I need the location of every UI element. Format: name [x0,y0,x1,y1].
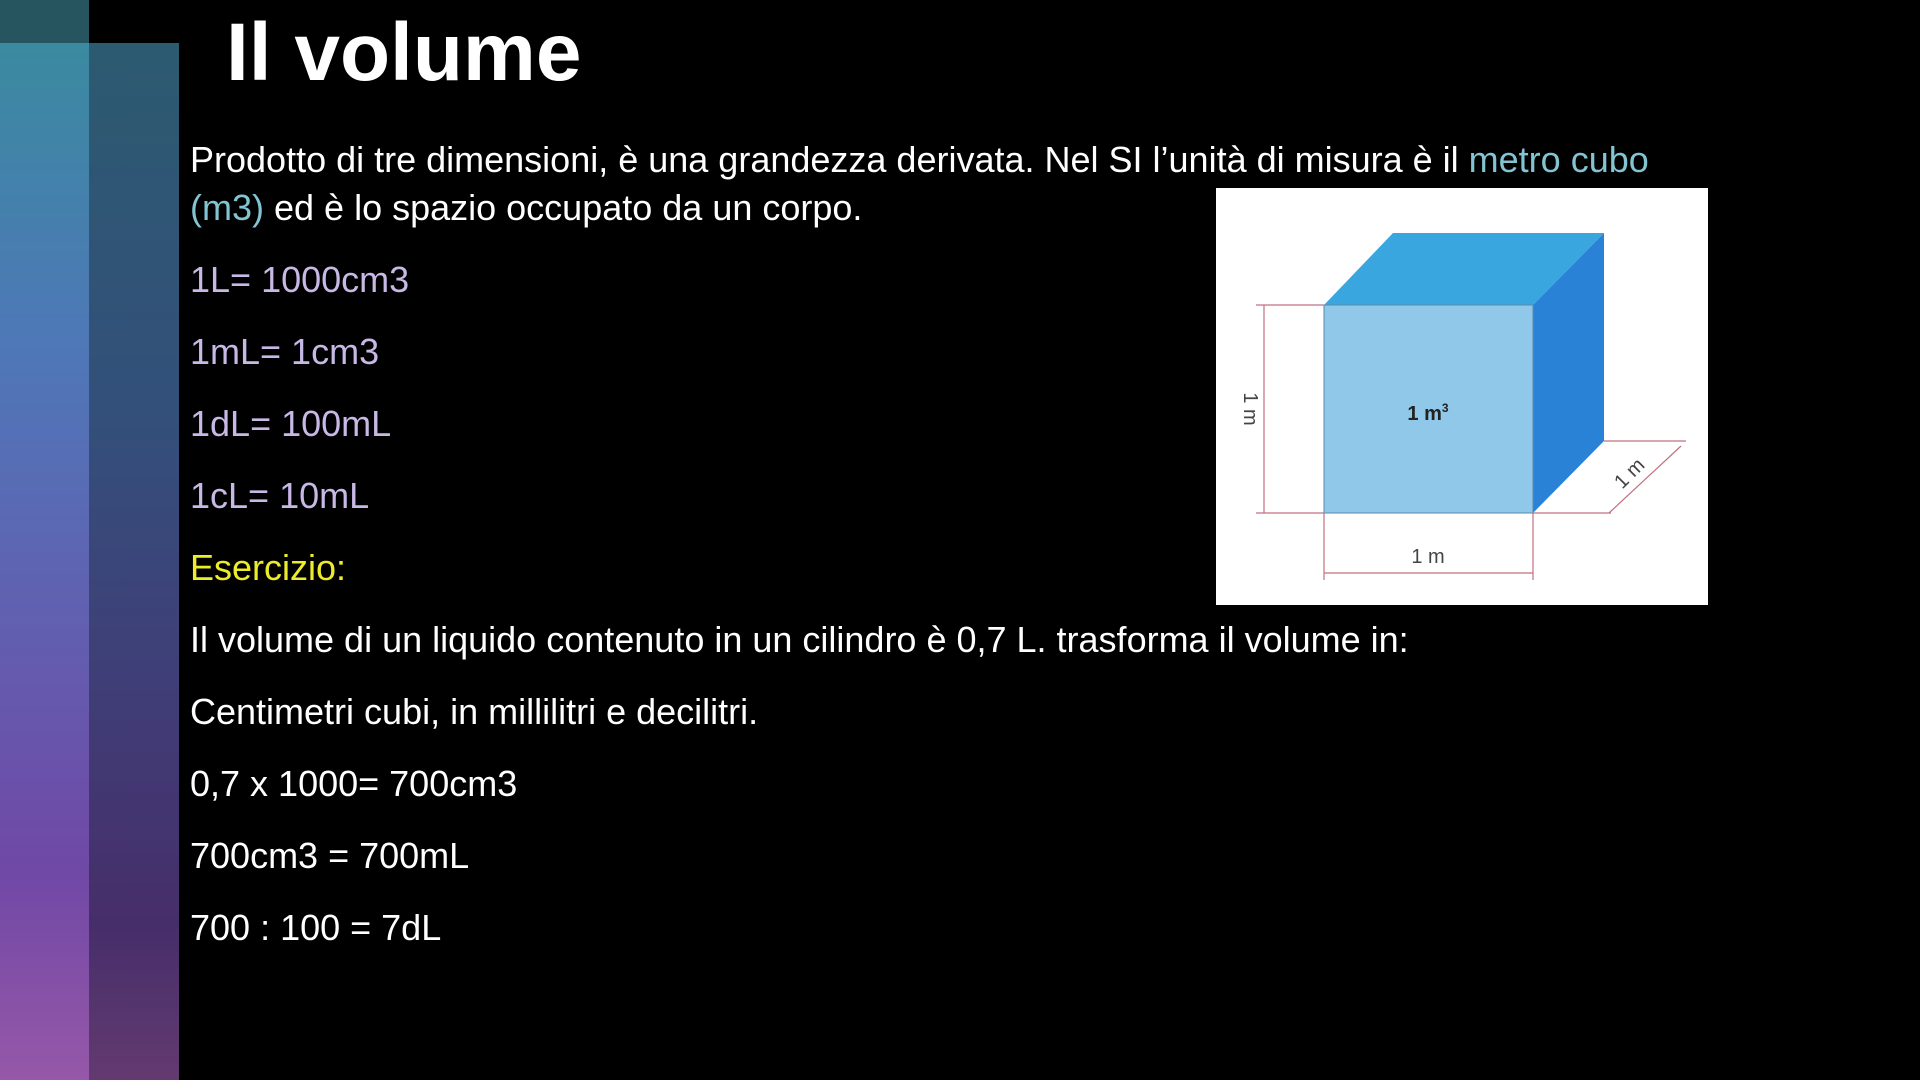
decorative-bar-outer [0,43,89,1080]
exercise-line-2: Centimetri cubi, in millilitri e decilitri. [190,691,759,732]
cube-height-label: 1 m [1239,392,1261,426]
exercise-line-4: 700cm3 = 700mL [190,835,470,876]
cube-volume-label: 1 $m^3$ [1407,401,1449,425]
exercise-line-3: 0,7 x 1000= 700cm3 [190,763,518,804]
intro-line-1 [190,138,1649,182]
intro-line-2 [190,186,862,230]
intro-highlight-unit: (m3) [190,187,264,228]
slide-title: Il volume [226,7,582,98]
exercise-line-5: 700 : 100 = 7dL [190,907,442,948]
cube-depth-label: 1 m [1610,454,1650,494]
equivalence-3: 1dL= 100mL [190,403,392,444]
equivalence-2: 1mL= 1cm3 [190,331,380,372]
exercise-line-1: Il volume di un liquido contenuto in un cilindro è 0,7 L. trasforma il volume in: [190,619,1409,660]
intro-highlight: metro cubo [1468,139,1649,180]
cube-illustration [1216,188,1708,605]
equivalence-4: 1cL= 10mL [190,475,370,516]
exercise-label: Esercizio: [190,547,347,588]
decorative-bar-inner [89,43,179,1080]
intro-text: Prodotto di tre dimensioni, è una grandezza derivata. Nel SI l’unità di misura è il [190,139,1469,180]
intro-text-end: ed è lo spazio occupato da un corpo. [264,187,863,228]
cube-width-label: 1 m [1411,546,1445,568]
equivalence-1: 1L= 1000cm3 [190,259,410,300]
decorative-bar-top [0,0,89,43]
